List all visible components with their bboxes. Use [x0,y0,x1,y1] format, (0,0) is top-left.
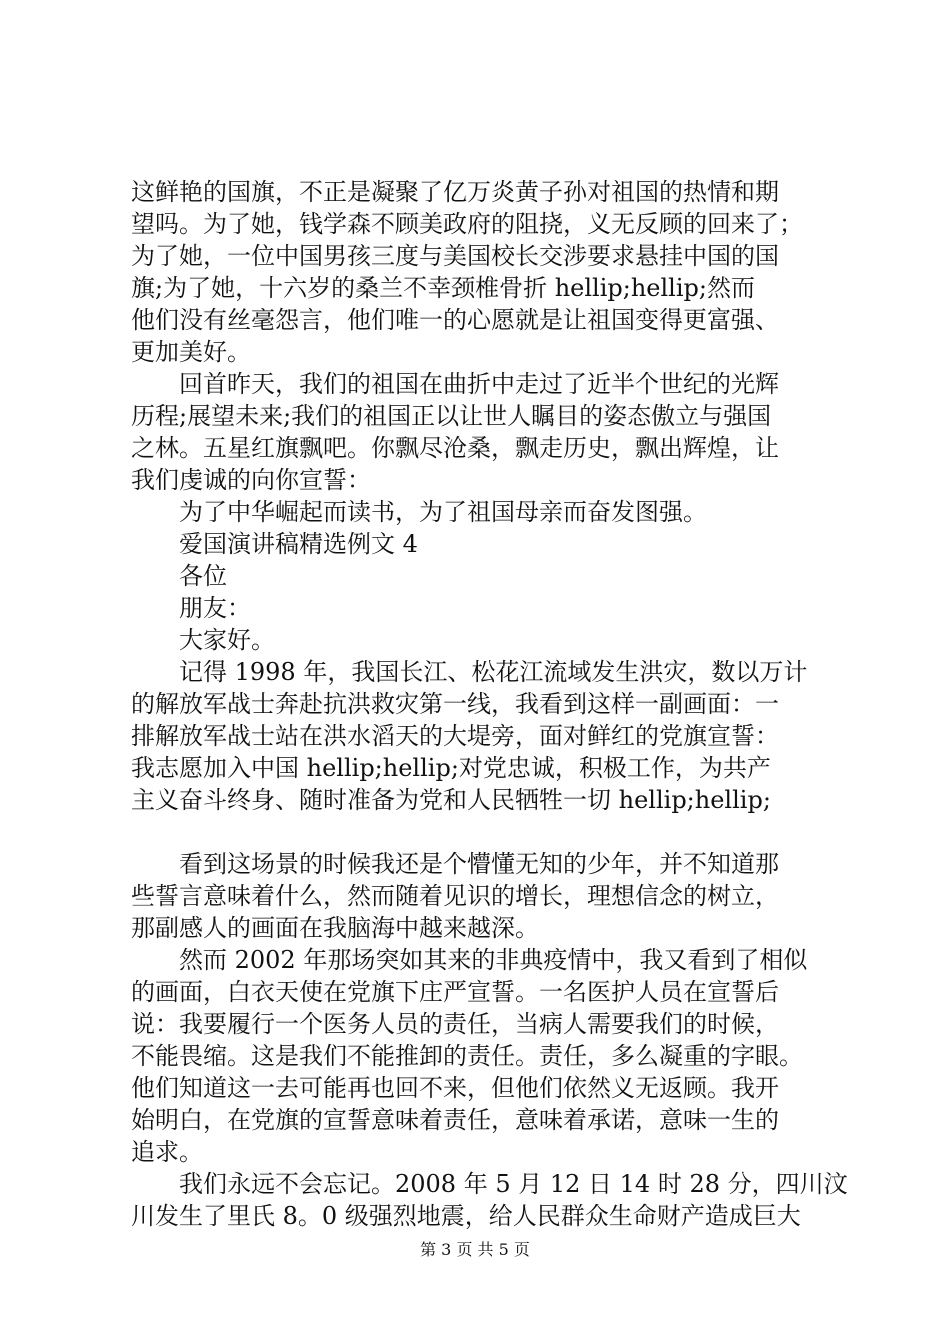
text-line: 主义奋斗终身、随时准备为党和人民牺牲一切 hellip;hellip; [131,786,771,814]
text-line: 川发生了里氏 8。0 级强烈地震，给人民群众生命财产造成巨大 [131,1202,801,1230]
blank-line [131,816,851,848]
text-line: 这鲜艳的国旗，不正是凝聚了亿万炎黄子孙对祖国的热情和期 [131,178,779,206]
text-line: 我们永远不会忘记。2008 年 5 月 12 日 14 时 28 分，四川汶 [131,1170,848,1198]
text-line: 更加美好。 [131,338,251,366]
text-line: 些誓言意味着什么，然而随着见识的增长，理想信念的树立， [131,882,779,910]
text-line: 说：我要履行一个医务人员的责任，当病人需要我们的时候， [131,1010,779,1038]
text-line: 旗;为了她，十六岁的桑兰不幸颈椎骨折 hellip;hellip;然而 [131,274,755,302]
text-line: 记得 1998 年，我国长江、松花江流域发生洪灾，数以万计 [131,658,808,686]
text-line: 始明白，在党旗的宣誓意味着责任，意味着承诺，意味一生的 [131,1106,779,1134]
page-footer: 第 3 页 共 5 页 [420,1240,530,1259]
text-line: 朋友： [131,594,251,622]
text-line: 我们虔诚的向你宣誓： [131,466,371,494]
text-line: 大家好。 [131,626,275,654]
text-line: 我志愿加入中国 hellip;hellip;对党忠诚，积极工作，为共产 [131,754,771,782]
text-line: 排解放军战士站在洪水滔天的大堤旁，面对鲜红的党旗宣誓： [131,722,779,750]
text-line: 的画面，白衣天使在党旗下庄严宣誓。一名医护人员在宣誓后 [131,978,779,1006]
text-line: 不能畏缩。这是我们不能推卸的责任。责任，多么凝重的字眼。 [131,1042,803,1070]
document-body [131,176,851,1232]
text-line: 之林。五星红旗飘吧。你飘尽沧桑，飘走历史，飘出辉煌，让 [131,434,779,462]
text-line: 看到这场景的时候我还是个懵懂无知的少年，并不知道那 [131,850,779,878]
text-line: 各位 [131,562,227,590]
text-line: 回首昨天，我们的祖国在曲折中走过了近半个世纪的光辉 [131,370,779,398]
text-line: 追求。 [131,1138,203,1166]
text-line: 那副感人的画面在我脑海中越来越深。 [131,914,539,942]
text-line: 为了她，一位中国男孩三度与美国校长交涉要求悬挂中国的国 [131,242,779,270]
text-line: 然而 2002 年那场突如其来的非典疫情中，我又看到了相似 [131,946,808,974]
text-line: 爱国演讲稿精选例文 4 [131,530,418,558]
text-line: 望吗。为了她，钱学森不顾美政府的阻挠，义无反顾的回来了； [131,210,803,238]
text-line: 他们没有丝毫怨言，他们唯一的心愿就是让祖国变得更富强、 [131,306,779,334]
text-line: 为了中华崛起而读书，为了祖国母亲而奋发图强。 [131,498,707,526]
text-line: 他们知道这一去可能再也回不来，但他们依然义无返顾。我开 [131,1074,779,1102]
text-line: 的解放军战士奔赴抗洪救灾第一线，我看到这样一副画面：一 [131,690,779,718]
text-line: 历程;展望未来;我们的祖国正以让世人瞩目的姿态傲立与强国 [131,402,772,430]
